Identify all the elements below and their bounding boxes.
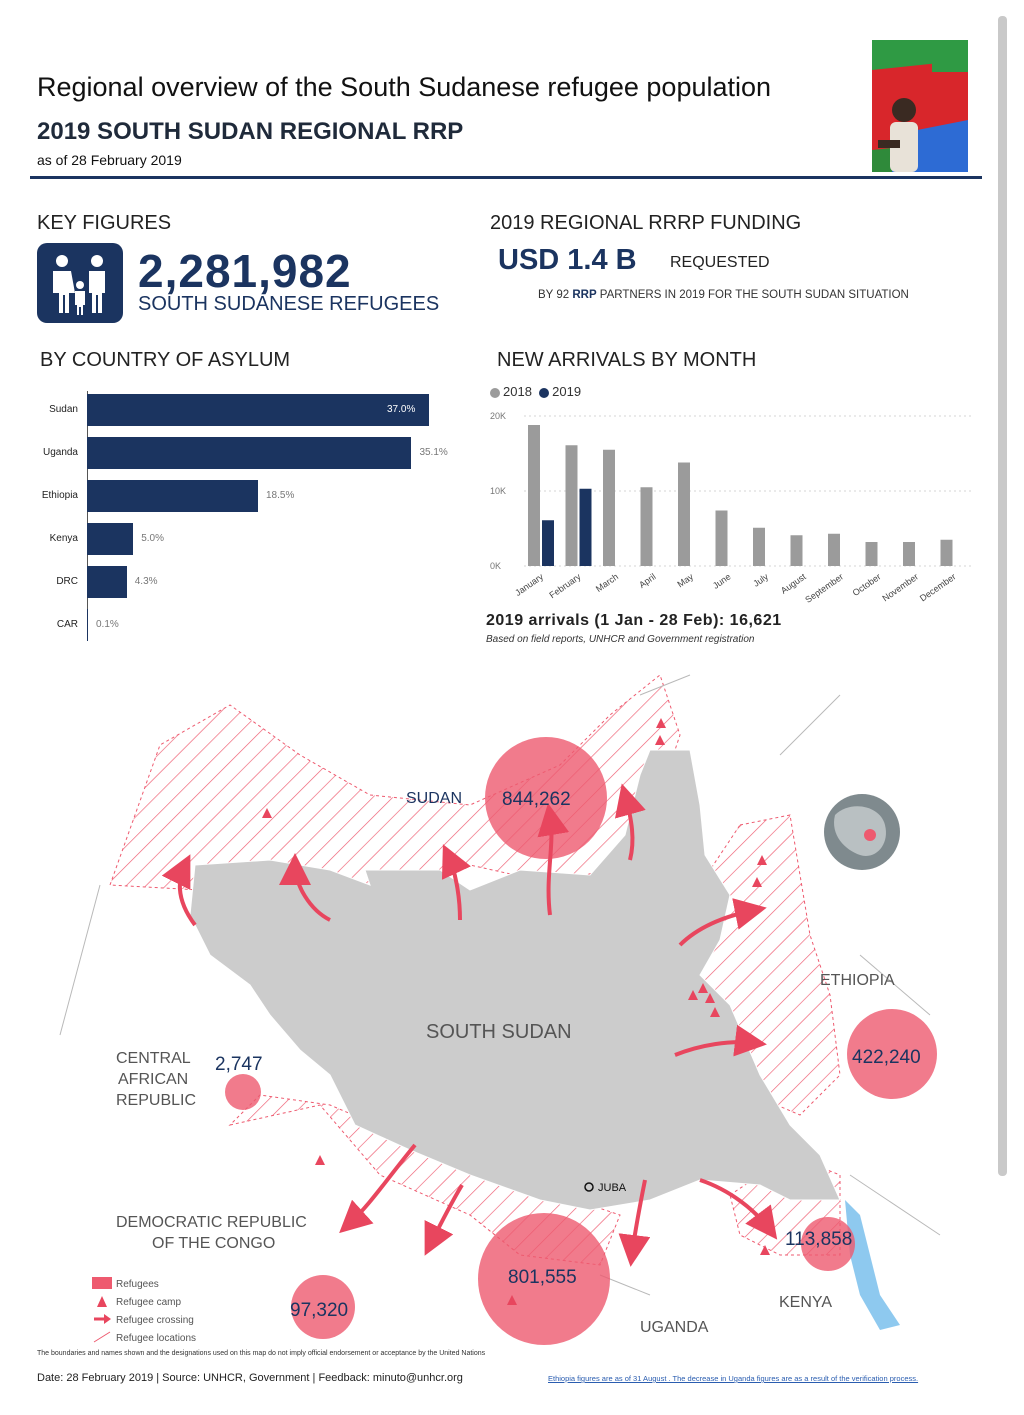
- funding-note: BY 92 RRP PARTNERS IN 2019 FOR THE SOUTH SUDAN SITUATION: [538, 289, 909, 301]
- label-ethiopia: ETHIOPIA: [820, 972, 895, 989]
- arrivals-bar-2018: [866, 542, 878, 566]
- legend-2019-swatch: [539, 388, 549, 398]
- total-refugees-number: 2,281,982: [138, 245, 352, 297]
- arrivals-month-label: June: [710, 571, 733, 591]
- legend-camp: Refugee camp: [116, 1296, 182, 1308]
- country-bar-value: 18.5%: [266, 490, 295, 501]
- country-chart-axis: [87, 391, 88, 641]
- figure-car: 2,747: [215, 1054, 263, 1075]
- country-bar-value: 5.0%: [141, 533, 164, 544]
- arrivals-bar-2018: [641, 487, 653, 566]
- label-juba: JUBA: [598, 1182, 627, 1194]
- arrivals-month-label: December: [917, 571, 958, 604]
- hatch-legend-icon: [94, 1332, 110, 1342]
- arrivals-bar-2018: [791, 535, 803, 566]
- family-icon: [37, 243, 123, 323]
- country-bar-label: Uganda: [42, 447, 78, 458]
- country-bar-label: Kenya: [49, 533, 78, 544]
- header-divider: [30, 176, 982, 179]
- country-bar-label: CAR: [56, 619, 78, 630]
- label-sudan: SUDAN: [406, 790, 463, 807]
- label-car-line3: REPUBLIC: [116, 1092, 197, 1109]
- as-of-date: as of 28 February 2019: [37, 152, 182, 168]
- key-figures-heading: KEY FIGURES: [37, 212, 172, 234]
- legend-refugees: Refugees: [116, 1278, 159, 1290]
- country-bar-value: 4.3%: [134, 576, 158, 587]
- figure-ethiopia: 422,240: [852, 1047, 921, 1068]
- map-legend: [92, 1275, 196, 1347]
- arrivals-bar-2018: [528, 425, 540, 566]
- funding-requested-label: REQUESTED: [670, 254, 770, 271]
- country-bar: [87, 566, 127, 598]
- country-bar-label: DRC: [56, 576, 78, 587]
- map-disclaimer: The boundaries and names shown and the designations used on this map do not imply official endorsement or acceptance by the United Nations: [37, 1350, 486, 1357]
- arrivals-legend: [490, 384, 581, 399]
- regional-map: [0, 655, 1024, 1355]
- country-bar: [87, 480, 258, 512]
- arrivals-month-label: May: [675, 571, 696, 590]
- arrivals-month-label: October: [850, 571, 883, 599]
- arrivals-ytick: 10K: [490, 486, 507, 496]
- total-refugees-label: SOUTH SUDANESE REFUGEES: [138, 293, 440, 315]
- legend-crossing: Refugee crossing: [116, 1314, 194, 1326]
- footer-source: Date: 28 February 2019 | Source: UNHCR, Government | Feedback: minuto@unhcr.org: [37, 1372, 463, 1384]
- country-bar-value: 37.0%: [387, 404, 416, 415]
- legend-2018-swatch: [490, 388, 500, 398]
- arrivals-bar-2018: [903, 542, 915, 566]
- arrivals-bar-2018: [678, 463, 690, 567]
- country-bar-label: Sudan: [49, 404, 78, 415]
- arrivals-bar-2019: [542, 520, 554, 566]
- camp-legend-icon: [97, 1296, 107, 1307]
- arrivals-bar-2018: [941, 540, 953, 566]
- figure-sudan: 844,262: [502, 789, 571, 810]
- country-bar: [87, 609, 88, 641]
- arrivals-note: Based on field reports, UNHCR and Government registration: [486, 634, 755, 645]
- footnote-link[interactable]: Ethiopia figures are as of 31 August . The decrease in Uganda figures are as a result of the verification process.: [548, 1374, 919, 1383]
- child-photo: [872, 40, 968, 172]
- arrivals-ytick: 20K: [490, 411, 507, 421]
- legend-locations: Refugee locations: [116, 1332, 197, 1344]
- funding-heading: 2019 REGIONAL RRRP FUNDING: [490, 212, 802, 234]
- arrivals-total: 2019 arrivals (1 Jan - 28 Feb): 16,621: [486, 612, 782, 629]
- arrivals-chart-title: NEW ARRIVALS BY MONTH: [497, 349, 757, 371]
- label-drc-line1: DEMOCRATIC REPUBLIC: [116, 1214, 307, 1231]
- arrivals-month-label: August: [778, 571, 808, 596]
- label-south-sudan: SOUTH SUDAN: [426, 1021, 572, 1043]
- page-subtitle: 2019 SOUTH SUDAN REGIONAL RRP: [37, 118, 464, 145]
- country-bar-label: Ethiopia: [41, 490, 78, 501]
- arrivals-ytick: 0K: [490, 561, 502, 571]
- arrivals-month-label: April: [637, 571, 658, 590]
- refugees-swatch-icon: [92, 1277, 112, 1289]
- arrivals-month-label: September: [803, 571, 846, 605]
- arrivals-bar-2018: [716, 511, 728, 567]
- country-bar-value: 35.1%: [419, 447, 448, 458]
- arrivals-month-label: November: [880, 571, 921, 604]
- label-kenya: KENYA: [779, 1294, 833, 1311]
- arrivals-bar-2018: [603, 450, 615, 566]
- arrivals-chart: [484, 400, 984, 610]
- arrivals-month-label: January: [513, 571, 546, 599]
- label-car-line2: AFRICAN: [118, 1071, 189, 1088]
- figure-kenya: 113,858: [785, 1229, 853, 1250]
- arrivals-month-label: March: [593, 571, 621, 594]
- label-drc-line2: OF THE CONGO: [152, 1235, 276, 1252]
- figure-drc: 97,320: [290, 1300, 349, 1321]
- arrivals-month-label: July: [751, 571, 771, 589]
- arrivals-bar-2018: [566, 445, 578, 566]
- country-bar-value: 0.1%: [96, 619, 119, 630]
- page-title: Regional overview of the South Sudanese refugee population: [37, 72, 772, 102]
- arrivals-bar-2019: [580, 489, 592, 566]
- car-bubble: [225, 1074, 261, 1110]
- lake-turkana: [845, 1200, 900, 1330]
- country-bar: [87, 523, 133, 555]
- country-chart-title: BY COUNTRY OF ASYLUM: [40, 349, 291, 371]
- globe-locator-icon: [824, 794, 900, 870]
- label-car-line1: CENTRAL: [116, 1050, 191, 1067]
- funding-amount: USD 1.4 B: [498, 244, 637, 276]
- arrivals-bar-2018: [753, 528, 765, 566]
- crossing-arrow-icon: [104, 1314, 111, 1324]
- country-bar: [87, 437, 411, 469]
- legend-2018: 2018: [503, 384, 532, 399]
- figure-uganda: 801,555: [508, 1267, 577, 1288]
- arrivals-month-label: February: [547, 571, 583, 601]
- legend-2019: 2019: [552, 384, 582, 399]
- country-bar: [87, 394, 429, 426]
- arrivals-bar-2018: [828, 534, 840, 566]
- label-uganda: UGANDA: [640, 1319, 709, 1336]
